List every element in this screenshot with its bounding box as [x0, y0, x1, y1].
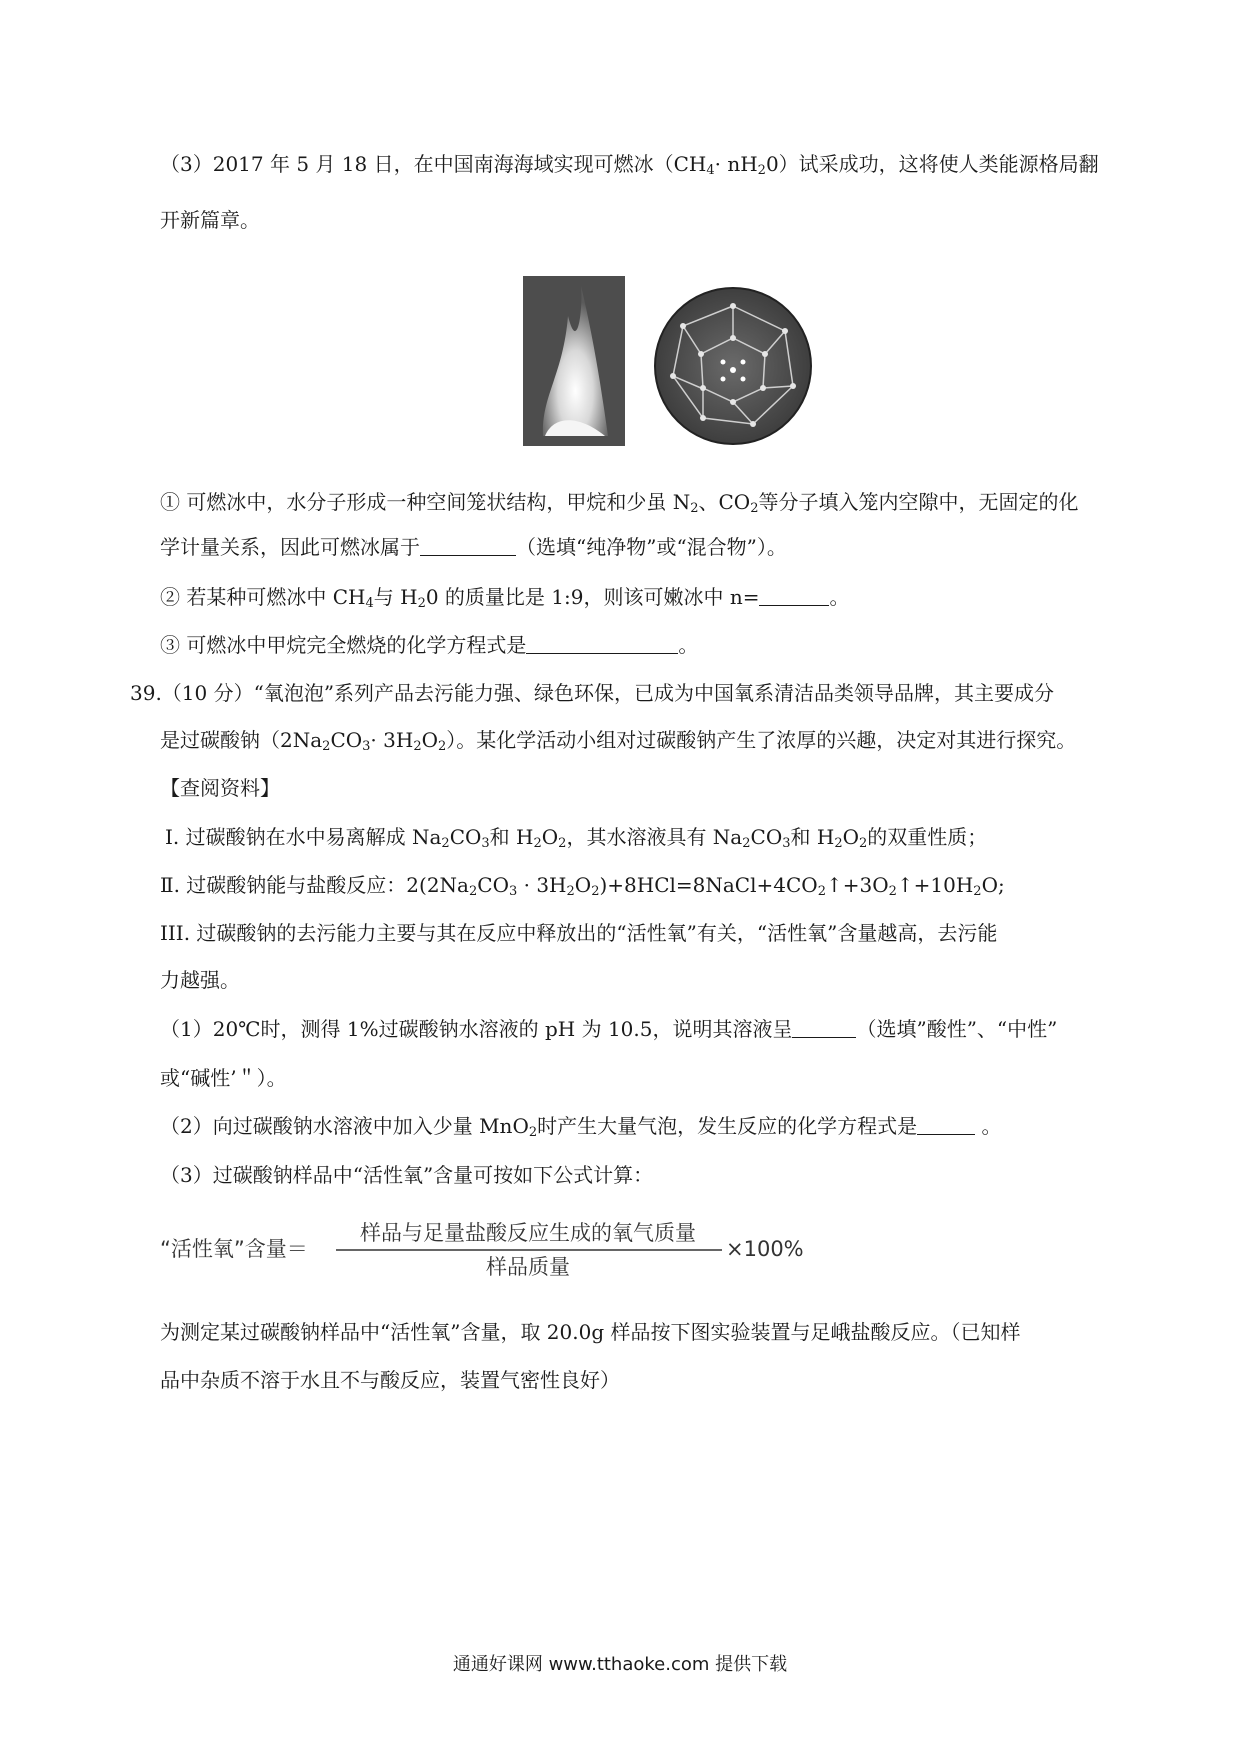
- formula-tail: ×100%: [726, 1237, 804, 1261]
- part3-desc-line1: 为测定某过碳酸钠样品中“活性氧”含量，取 20.0g 样品按下图实验装置与足峨盐酸反应。（已知样: [160, 1320, 1021, 1344]
- part2-line: （2）向过碳酸钠水溶液中加入少量 MnO$_2$时产生大量气泡，发生反应的化学方程式是 。: [160, 1114, 1002, 1140]
- part3-desc-line2: 品中杂质不溶于水且不与酸反应，装置气密性良好）: [160, 1368, 620, 1392]
- q39-line2: 是过碳酸钠$(2Na_2CO_3\cdot 3H_2O_2)$。某化学活动小组对过碳酸钠产生了浓厚的兴趣，决定对其进行探究。: [160, 728, 1077, 754]
- ref2-line: Ⅱ. 过碳酸钠能与盐酸反应：$2(2Na_2CO_3$ · $3H_2O_2)+8HCl=8NaCl+4CO_2↑+3O_2↑+10H_2O$;: [160, 873, 1005, 899]
- item2-line: ② 若某种可燃冰中 $CH_4$与 $H_20$ 的质量比是 1:9，则该可嫩冰中 n= 。: [160, 585, 850, 611]
- ref-title: 【查阅资料】: [160, 776, 280, 800]
- active-oxygen-formula: [160, 1218, 810, 1278]
- answer-blank-5[interactable]: [917, 1114, 975, 1135]
- formula-lhs: “活性氧”含量＝: [160, 1237, 308, 1261]
- answer-blank-1[interactable]: [420, 535, 516, 556]
- q39-line1: 39.（10 分）“氧泡泡”系列产品去污能力强、绿色环保，已成为中国氧系清洁品类领导品牌，其主要成分: [130, 681, 1055, 705]
- ref1-line: Ⅰ. 过碳酸钠在水中易离解成 $Na_2CO_3$和 $H_2O_2$，其水溶液具有 $Na_2CO_3$和 $H_2O_2$的双重性质；: [165, 825, 988, 851]
- answer-blank-2[interactable]: [759, 585, 829, 606]
- page-footer: 通通好课网 www.tthaoke.com 提供下载: [452, 1654, 788, 1675]
- ref3-line2: 力越强。: [160, 968, 240, 992]
- q3-intro-line2: 开新篇章。: [160, 208, 260, 232]
- part3-line: （3）过碳酸钠样品中“活性氧”含量可按如下公式计算：: [160, 1163, 654, 1187]
- combustible-ice-figure: [523, 276, 867, 446]
- answer-blank-4[interactable]: [792, 1017, 856, 1038]
- item3-line: ③ 可燃冰中甲烷完全燃烧的化学方程式是 。: [160, 633, 699, 657]
- part1-line1: （1）20℃时，测得 1%过碳酸钠水溶液的 pH 为 10.5，说明其溶液呈 （选填”酸性”、“中性”: [160, 1017, 1058, 1041]
- answer-blank-3[interactable]: [526, 633, 678, 654]
- formula-numerator: 样品与足量盐酸反应生成的氧气质量: [360, 1221, 696, 1245]
- formula-denominator: 样品质量: [486, 1255, 570, 1278]
- part1-line2: 或“碱性’＂）。: [160, 1066, 287, 1090]
- q3-intro-line1: （3）2017 年 5 月 18 日，在中国南海海域实现可燃冰$(CH_4\cdot nH_20)$试采成功，这将使人类能源格局翻: [160, 152, 1099, 178]
- combustible-ice-image: [523, 276, 867, 446]
- ref3-line1: III. 过碳酸钠的去污能力主要与其在反应中释放出的“活性氧”有关，“活性氧”含量越高，去污能: [160, 921, 998, 945]
- item1-line2: 学计量关系，因此可燃冰属于 （选填“纯净物”或“混合物”）。: [160, 535, 787, 559]
- item1-line1: ① 可燃冰中，水分子形成一种空间笼状结构，甲烷和少虽 $N_2$、$CO_2$等分子填入笼内空隙中，无固定的化: [160, 490, 1079, 516]
